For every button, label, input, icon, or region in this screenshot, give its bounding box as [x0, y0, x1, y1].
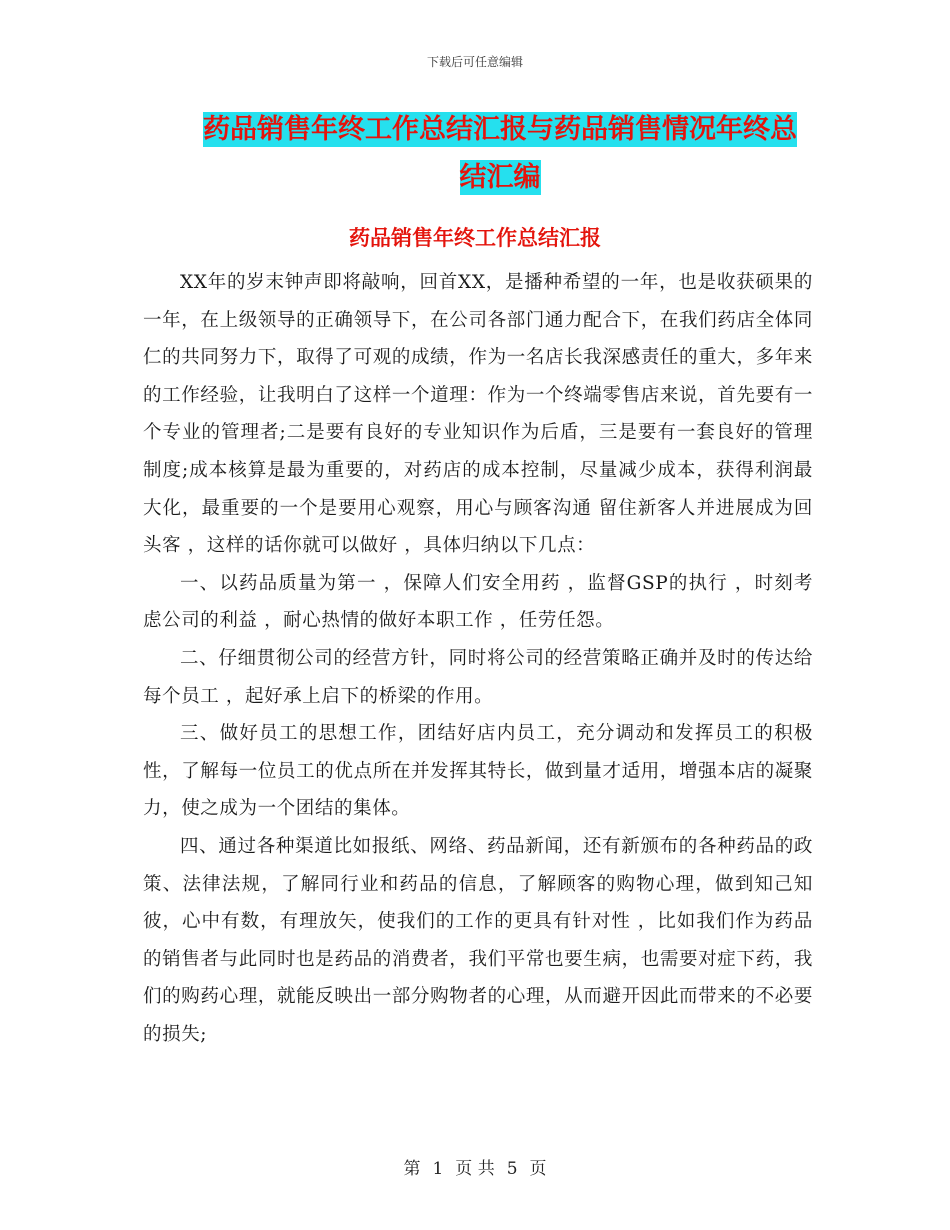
document-title — [190, 106, 810, 202]
footer-page-number: 1 — [432, 1159, 444, 1179]
paragraph-point-4: 四、通过各种渠道比如报纸、网络、药品新闻，还有新颁布的各种药品的政策、法律法规，了解同行业和药品的信息，了解顾客的购物心理，做到知己知彼，心中有数，有理放矢，使我们的工作的更具有针对性 ，比如我们作为药品的销售者与此同时也是药品的消费者，我们平常也要生病，也需要对症下药，我们的购药心理，就能反映出一部分购物者的心理，从而避开因此而带来的不必要的损失; — [143, 835, 813, 1045]
footer-total-pages: 5 — [506, 1159, 518, 1179]
document-title-text: 药品销售年终工作总结汇报与药品销售情况年终总结汇编 — [203, 114, 797, 193]
header-note: 下载后可任意编辑 — [426, 55, 523, 69]
footer-prefix: 第 — [403, 1159, 421, 1179]
page-footer — [0, 1154, 950, 1179]
footer-suffix: 页 — [529, 1159, 547, 1179]
paragraph-point-3: 三、做好员工的思想工作，团结好店内员工，充分调动和发挥员工的积极性，了解每一位员工的优点所在并发挥其特长，做到量才适用，增强本店的凝聚力，使之成为一个团结的集体。 — [143, 723, 813, 820]
paragraph-point-2: 二、仔细贯彻公司的经营方针，同时将公司的经营策略正确并及时的传达给每个员工 ，起好承上启下的桥梁的作用。 — [143, 647, 813, 707]
footer-middle: 页 共 — [455, 1159, 495, 1179]
paragraph-intro: XX年的岁末钟声即将敲响，回首XX，是播种希望的一年，也是收获硕果的一年，在上级领导的正确领导下，在公司各部门通力配合下，在我们药店全体同仁的共同努力下，取得了可观的成绩，作为一名店长我深感责任的重大，多年来的工作经验，让我明白了这样一个道理：作为一个终端零售店来说，首先要有一个专业的管理者;二是要有良好的专业知识作为后盾，三是要有一套良好的管理制度;成本核算是最为重要的，对药店的成本控制，尽量减少成本，获得利润最大化，最重要的一个是要用心观察，用心与顾客沟通 留住新客人并进展成为回头客 ，这样的话你就可以做好 ，具体归纳以下几点： — [143, 272, 813, 557]
paragraph-point-1: 一、以药品质量为第一 ，保障人们安全用药 ，监督GSP的执行 ，时刻考虑公司的利益 ，耐心热情的做好本职工作 ，任劳任怨。 — [143, 572, 813, 632]
document-body — [143, 264, 813, 1053]
section-title: 药品销售年终工作总结汇报 — [349, 226, 601, 250]
